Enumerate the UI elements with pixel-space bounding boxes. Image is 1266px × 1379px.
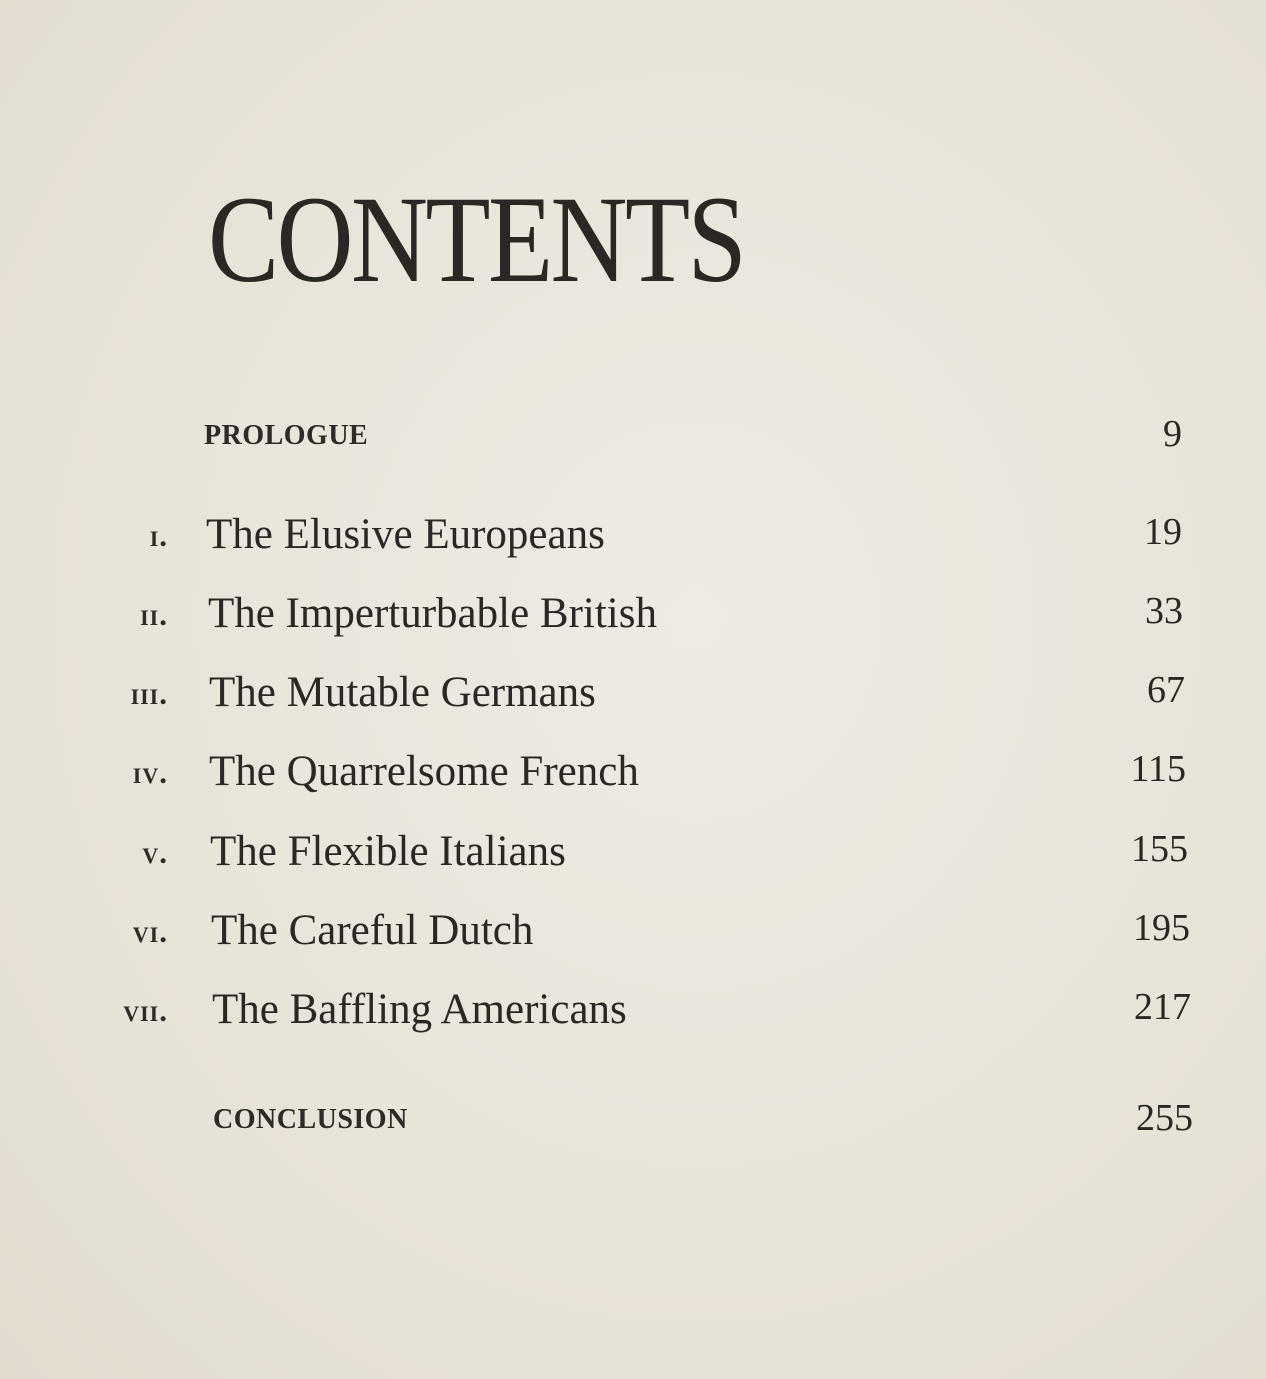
entry-title: CONCLUSION [213,1104,408,1135]
entry-page-number: 155 [1131,828,1188,870]
toc-entry-conclusion [0,1097,1266,1164]
chapter-number: iii. [130,676,168,711]
page-title: CONTENTS [208,171,745,308]
chapter-number: vii. [123,993,168,1028]
entry-title: The Elusive Europeans [206,511,605,558]
toc-entry [0,748,1266,815]
toc-entry [0,511,1266,578]
chapter-number: iv. [132,755,168,790]
toc-entry [0,669,1266,736]
chapter-number: ii. [140,597,168,632]
entry-page-number: 115 [1130,748,1186,790]
entry-page-number: 195 [1133,907,1190,949]
toc-entry [0,907,1266,974]
entry-title: The Imperturbable British [208,590,657,637]
entry-title: The Careful Dutch [211,907,534,954]
toc-entry [0,986,1266,1053]
entry-page-number: 9 [1163,413,1182,455]
chapter-number: i. [149,518,168,553]
toc-entry-prologue [0,413,1266,480]
entry-title: The Quarrelsome French [209,748,639,795]
entry-page-number: 67 [1147,669,1185,711]
chapter-number: vi. [132,914,168,949]
entry-page-number: 217 [1134,986,1191,1028]
chapter-number: v. [142,835,168,870]
entry-title: The Baffling Americans [212,986,627,1033]
entry-page-number: 255 [1136,1097,1193,1139]
toc-entry [0,590,1266,657]
entry-title: PROLOGUE [204,420,369,451]
entry-page-number: 33 [1145,590,1183,632]
entry-title: The Mutable Germans [209,669,596,716]
toc-entry [0,828,1266,895]
entry-page-number: 19 [1144,511,1182,553]
entry-title: The Flexible Italians [210,828,566,875]
